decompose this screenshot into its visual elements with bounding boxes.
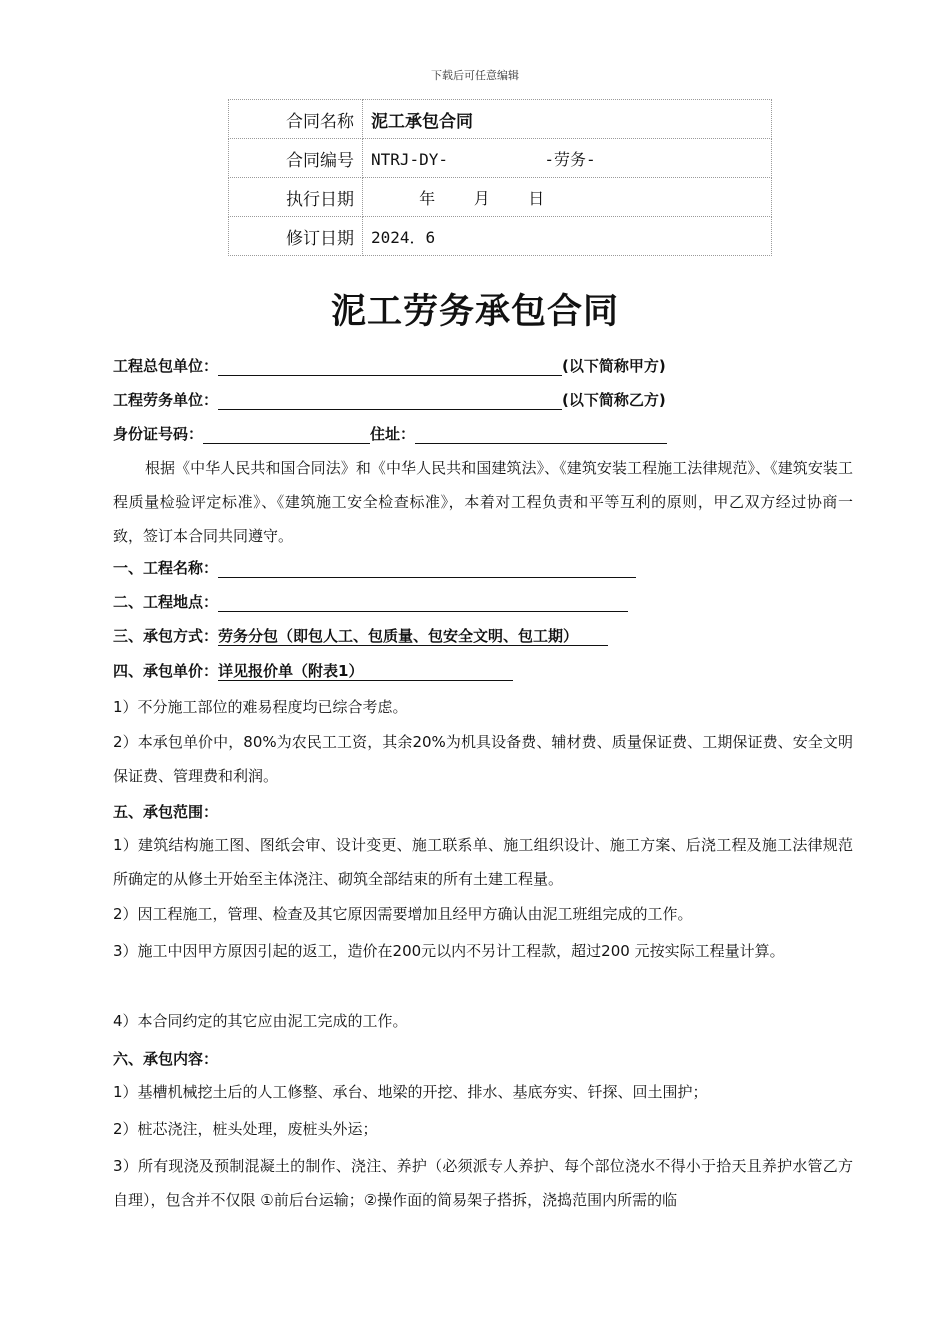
party-b-blank [218, 393, 562, 410]
contract-meta-table [228, 99, 772, 256]
unit-price-value: 详见报价单（附表1） [218, 662, 513, 681]
s4-item-2: 2）本承包单价中，80%为农民工工资，其余20%为机具设备费、辅材费、质量保证费、工期保证费、安全文明保证费、管理费和利润。 [113, 733, 853, 785]
party-b-line [113, 390, 666, 410]
table-row [229, 217, 772, 256]
party-a-line [113, 356, 666, 376]
s5-item-3: 3）施工中因甲方原因引起的返工，造价在200元以内不另计工程款，超过200 元按实际工程量计算。 [113, 942, 785, 960]
s6-item-3: 3）所有现浇及预制混凝土的制作、浇注、养护（必须派专人养护、每个部位浇水不得小于拾天且养护水管乙方自理），包含并不仅限 ①前后台运输；②操作面的简易架子搭拆，浇捣范围内所需的临 [113, 1157, 853, 1209]
party-b-suffix: (以下简称乙方) [562, 391, 666, 409]
meta-value: 年 月 日 [363, 178, 772, 217]
section-6-line [113, 1049, 218, 1069]
section-4-line [113, 661, 513, 681]
header-note: 下载后可任意编辑 [431, 69, 519, 82]
meta-key: 执行日期 [229, 178, 363, 217]
address-label: 住址： [370, 425, 416, 443]
section-5-line [113, 802, 218, 822]
section-2-label: 二、工程地点： [113, 593, 219, 611]
party-a-suffix: (以下简称甲方) [562, 357, 666, 375]
s4-item-1: 1）不分施工部位的难易程度均已综合考虑。 [113, 698, 408, 716]
section-5-label: 五、承包范围： [113, 803, 219, 821]
section-3-line [113, 626, 608, 646]
id-address-line [113, 424, 667, 444]
table-row [229, 178, 772, 217]
s5-item-1: 1）建筑结构施工图、图纸会审、设计变更、施工联系单、施工组织设计、施工方案、后浇工程及施工法律规范所确定的从修土开始至主体浇注、砌筑全部结束的所有土建工程量。 [113, 836, 853, 888]
section-4-label: 四、承包单价： [113, 662, 219, 680]
project-name-blank [218, 561, 636, 578]
party-a-blank [218, 359, 562, 376]
section-2-line [113, 592, 628, 612]
section-6-label: 六、承包内容： [113, 1050, 219, 1068]
table-row [229, 139, 772, 178]
meta-value: 2024．6 [363, 217, 772, 256]
id-blank [203, 427, 370, 444]
id-label: 身份证号码： [113, 425, 204, 443]
meta-key: 合同名称 [229, 100, 363, 139]
table-row [229, 100, 772, 139]
section-1-label: 一、工程名称： [113, 559, 219, 577]
s6-item-1: 1）基槽机械挖土后的人工修整、承台、地梁的开挖、排水、基底夯实、钎探、回土围护； [113, 1083, 708, 1101]
s5-item-4: 4）本合同约定的其它应由泥工完成的工作。 [113, 1012, 408, 1030]
intro-paragraph: 根据《中华人民共和国合同法》和《中华人民共和国建筑法》、《建筑安装工程施工法律规范》、《建筑安装工程质量检验评定标准》、《建筑施工安全检查标准》，本着对工程负责和平等互利的原则，甲乙双方经过协商一致，签订本合同共同遵守。 [113, 459, 853, 545]
meta-value: 泥工承包合同 [363, 100, 772, 139]
document-title: 泥工劳务承包合同 [330, 291, 619, 332]
project-location-blank [218, 595, 628, 612]
section-3-label: 三、承包方式： [113, 627, 219, 645]
meta-key: 合同编号 [229, 139, 363, 178]
section-1-line [113, 558, 636, 578]
party-b-label: 工程劳务单位： [113, 391, 219, 409]
address-blank [415, 427, 667, 444]
s5-item-2: 2）因工程施工，管理、检查及其它原因需要增加且经甲方确认由泥工班组完成的工作。 [113, 905, 693, 923]
meta-value: NTRJ-DY- -劳务- [363, 139, 772, 178]
contract-mode-value: 劳务分包（即包人工、包质量、包安全文明、包工期） [218, 627, 608, 646]
meta-key: 修订日期 [229, 217, 363, 256]
s6-item-2: 2）桩芯浇注，桩头处理，废桩头外运； [113, 1120, 378, 1138]
party-a-label: 工程总包单位： [113, 357, 219, 375]
